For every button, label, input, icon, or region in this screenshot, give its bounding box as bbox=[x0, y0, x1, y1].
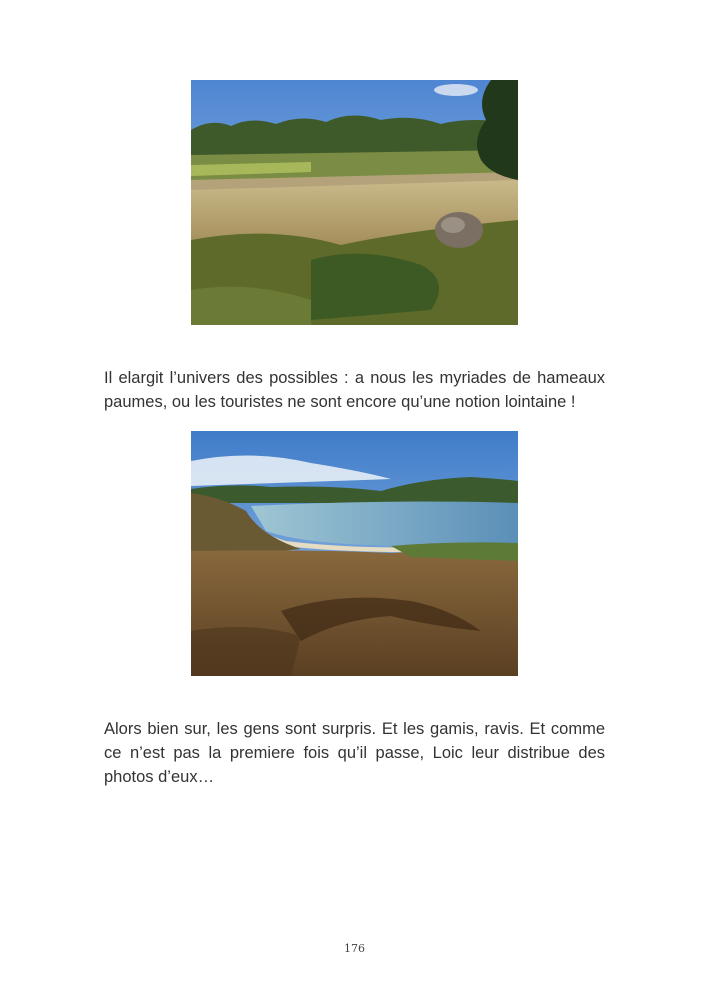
photo-bay-coastline bbox=[191, 431, 518, 676]
page-number: 176 bbox=[344, 942, 365, 955]
bay-coastline-image bbox=[191, 431, 518, 676]
photo-terraced-fields bbox=[191, 80, 518, 325]
paragraph-2: Alors bien sur, les gens sont surpris. Et les gamis, ravis. Et comme ce n’est pas la premiere fois qu’il passe, Loic leur distribue des photos d’eux… bbox=[104, 720, 605, 786]
terraced-fields-image bbox=[191, 80, 518, 325]
paragraph-1: Il elargit l’univers des possibles : a nous les myriades de hameaux paumes, ou les touristes ne sont encore qu’une notion lointaine ! bbox=[104, 369, 605, 411]
